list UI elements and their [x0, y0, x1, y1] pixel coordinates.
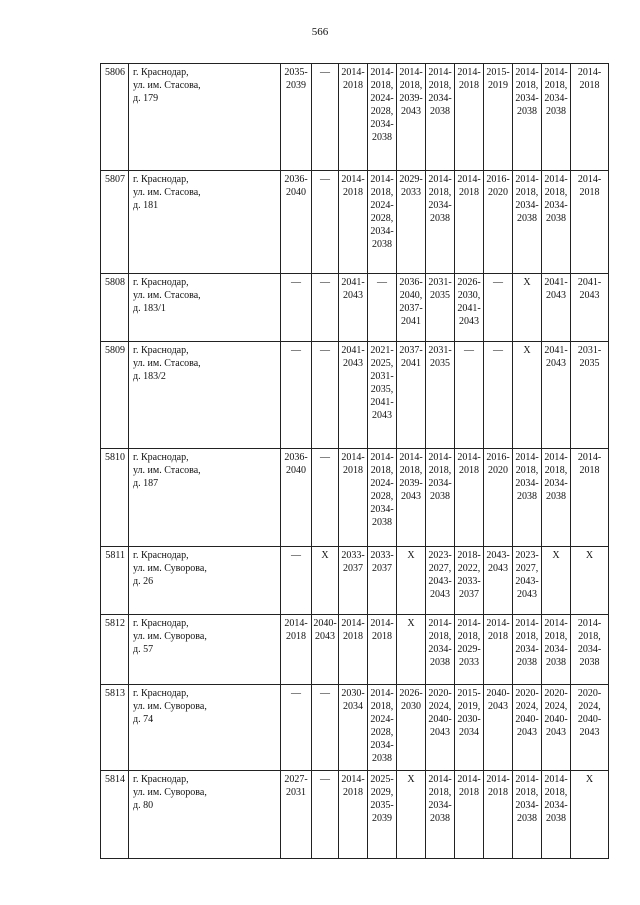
period-cell: 2014- 2018, 2034- 2038: [513, 64, 542, 171]
period-cell: 2014- 2018, 2024- 2028, 2034- 2038: [368, 171, 397, 274]
period-cell: X: [397, 615, 426, 685]
table-row: [101, 771, 609, 859]
page-number: 566: [311, 26, 329, 38]
period-cell: 2014- 2018: [455, 64, 484, 171]
period-cell: 2014- 2018: [339, 771, 368, 859]
housing-repair-schedule-table: [100, 63, 609, 859]
period-cell: 2014- 2018, 2024- 2028, 2034- 2038: [368, 449, 397, 547]
period-cell: 2014- 2018: [571, 171, 609, 274]
period-cell: 2016- 2020: [484, 449, 513, 547]
period-cell: 2014- 2018, 2034- 2038: [542, 64, 571, 171]
period-cell: 2035- 2039: [281, 64, 312, 171]
row-number: 5812: [101, 615, 129, 685]
period-cell: 2014- 2018, 2039- 2043: [397, 449, 426, 547]
period-cell: 2014- 2018, 2034- 2038: [513, 449, 542, 547]
period-cell: 2026- 2030, 2041- 2043: [455, 274, 484, 342]
period-cell: X: [397, 771, 426, 859]
period-cell: 2014- 2018, 2034- 2038: [513, 171, 542, 274]
period-cell: X: [571, 771, 609, 859]
period-cell: 2030- 2034: [339, 685, 368, 771]
address-cell: г. Краснодар, ул. им. Стасова, д. 183/2: [129, 342, 281, 449]
period-cell: 2020- 2024, 2040- 2043: [542, 685, 571, 771]
period-cell: 2014- 2018, 2034- 2038: [426, 449, 455, 547]
period-cell: —: [312, 171, 339, 274]
row-number: 5807: [101, 171, 129, 274]
period-cell: —: [281, 685, 312, 771]
period-cell: 2031- 2035: [571, 342, 609, 449]
period-cell: 2021- 2025, 2031- 2035, 2041- 2043: [368, 342, 397, 449]
period-cell: 2023- 2027, 2043- 2043: [426, 547, 455, 615]
period-cell: 2041- 2043: [339, 342, 368, 449]
period-cell: 2015- 2019, 2030- 2034: [455, 685, 484, 771]
table-row: [101, 547, 609, 615]
address-cell: г. Краснодар, ул. им. Стасова, д. 181: [129, 171, 281, 274]
period-cell: 2014- 2018: [484, 615, 513, 685]
period-cell: 2014- 2018, 2034- 2038: [542, 615, 571, 685]
period-cell: —: [281, 342, 312, 449]
table-row: [101, 171, 609, 274]
period-cell: 2014- 2018, 2029- 2033: [455, 615, 484, 685]
period-cell: 2014- 2018, 2034- 2038: [571, 615, 609, 685]
row-number: 5813: [101, 685, 129, 771]
period-cell: —: [281, 274, 312, 342]
period-cell: —: [312, 64, 339, 171]
period-cell: —: [312, 771, 339, 859]
row-number: 5810: [101, 449, 129, 547]
period-cell: 2014- 2018: [339, 171, 368, 274]
period-cell: 2014- 2018: [455, 771, 484, 859]
period-cell: 2026- 2030: [397, 685, 426, 771]
period-cell: X: [513, 342, 542, 449]
period-cell: 2020- 2024, 2040- 2043: [571, 685, 609, 771]
period-cell: 2040- 2043: [484, 685, 513, 771]
period-cell: 2040- 2043: [312, 615, 339, 685]
period-cell: X: [571, 547, 609, 615]
period-cell: 2033- 2037: [339, 547, 368, 615]
period-cell: 2014- 2018, 2034- 2038: [426, 171, 455, 274]
period-cell: 2014- 2018: [339, 449, 368, 547]
period-cell: —: [281, 547, 312, 615]
period-cell: 2014- 2018, 2034- 2038: [542, 771, 571, 859]
period-cell: 2036- 2040: [281, 449, 312, 547]
table-row: [101, 274, 609, 342]
period-cell: 2014- 2018, 2034- 2038: [542, 449, 571, 547]
period-cell: —: [312, 685, 339, 771]
address-cell: г. Краснодар, ул. им. Суворова, д. 74: [129, 685, 281, 771]
row-number: 5811: [101, 547, 129, 615]
period-cell: 2020- 2024, 2040- 2043: [513, 685, 542, 771]
period-cell: 2043- 2043: [484, 547, 513, 615]
period-cell: 2014- 2018, 2024- 2028, 2034- 2038: [368, 64, 397, 171]
period-cell: 2014- 2018: [281, 615, 312, 685]
address-cell: г. Краснодар, ул. им. Стасова, д. 183/1: [129, 274, 281, 342]
period-cell: 2014- 2018: [455, 171, 484, 274]
table-row: [101, 615, 609, 685]
period-cell: 2014- 2018, 2024- 2028, 2034- 2038: [368, 685, 397, 771]
row-number: 5814: [101, 771, 129, 859]
address-cell: г. Краснодар, ул. им. Суворова, д. 57: [129, 615, 281, 685]
period-cell: 2033- 2037: [368, 547, 397, 615]
period-cell: —: [312, 342, 339, 449]
table-row: [101, 64, 609, 171]
period-cell: 2014- 2018: [339, 64, 368, 171]
period-cell: X: [397, 547, 426, 615]
period-cell: 2014- 2018, 2039- 2043: [397, 64, 426, 171]
period-cell: X: [542, 547, 571, 615]
period-cell: 2016- 2020: [484, 171, 513, 274]
period-cell: 2020- 2024, 2040- 2043: [426, 685, 455, 771]
period-cell: 2041- 2043: [542, 342, 571, 449]
period-cell: —: [484, 342, 513, 449]
period-cell: 2014- 2018: [484, 771, 513, 859]
period-cell: 2014- 2018, 2034- 2038: [426, 64, 455, 171]
address-cell: г. Краснодар, ул. им. Стасова, д. 187: [129, 449, 281, 547]
period-cell: 2014- 2018, 2034- 2038: [513, 615, 542, 685]
period-cell: 2041- 2043: [542, 274, 571, 342]
period-cell: 2014- 2018: [339, 615, 368, 685]
address-cell: г. Краснодар, ул. им. Суворова, д. 26: [129, 547, 281, 615]
period-cell: 2014- 2018: [455, 449, 484, 547]
period-cell: X: [513, 274, 542, 342]
period-cell: —: [312, 449, 339, 547]
period-cell: 2027- 2031: [281, 771, 312, 859]
row-number: 5808: [101, 274, 129, 342]
period-cell: 2041- 2043: [339, 274, 368, 342]
table-row: [101, 685, 609, 771]
period-cell: 2014- 2018, 2034- 2038: [426, 771, 455, 859]
period-cell: 2031- 2035: [426, 274, 455, 342]
row-number: 5809: [101, 342, 129, 449]
period-cell: 2031- 2035: [426, 342, 455, 449]
period-cell: 2036- 2040: [281, 171, 312, 274]
period-cell: 2023- 2027, 2043- 2043: [513, 547, 542, 615]
period-cell: 2025- 2029, 2035- 2039: [368, 771, 397, 859]
period-cell: 2041- 2043: [571, 274, 609, 342]
row-number: 5806: [101, 64, 129, 171]
address-cell: г. Краснодар, ул. им. Стасова, д. 179: [129, 64, 281, 171]
period-cell: 2037- 2041: [397, 342, 426, 449]
period-cell: —: [484, 274, 513, 342]
period-cell: 2014- 2018, 2034- 2038: [513, 771, 542, 859]
period-cell: —: [312, 274, 339, 342]
period-cell: 2014- 2018: [571, 64, 609, 171]
address-cell: г. Краснодар, ул. им. Суворова, д. 80: [129, 771, 281, 859]
period-cell: 2029- 2033: [397, 171, 426, 274]
period-cell: 2014- 2018, 2034- 2038: [542, 171, 571, 274]
period-cell: —: [455, 342, 484, 449]
period-cell: X: [312, 547, 339, 615]
period-cell: 2036- 2040, 2037- 2041: [397, 274, 426, 342]
table-row: [101, 342, 609, 449]
period-cell: 2014- 2018: [571, 449, 609, 547]
period-cell: 2014- 2018: [368, 615, 397, 685]
table-row: [101, 449, 609, 547]
period-cell: 2015- 2019: [484, 64, 513, 171]
period-cell: 2018- 2022, 2033- 2037: [455, 547, 484, 615]
period-cell: —: [368, 274, 397, 342]
period-cell: 2014- 2018, 2034- 2038: [426, 615, 455, 685]
